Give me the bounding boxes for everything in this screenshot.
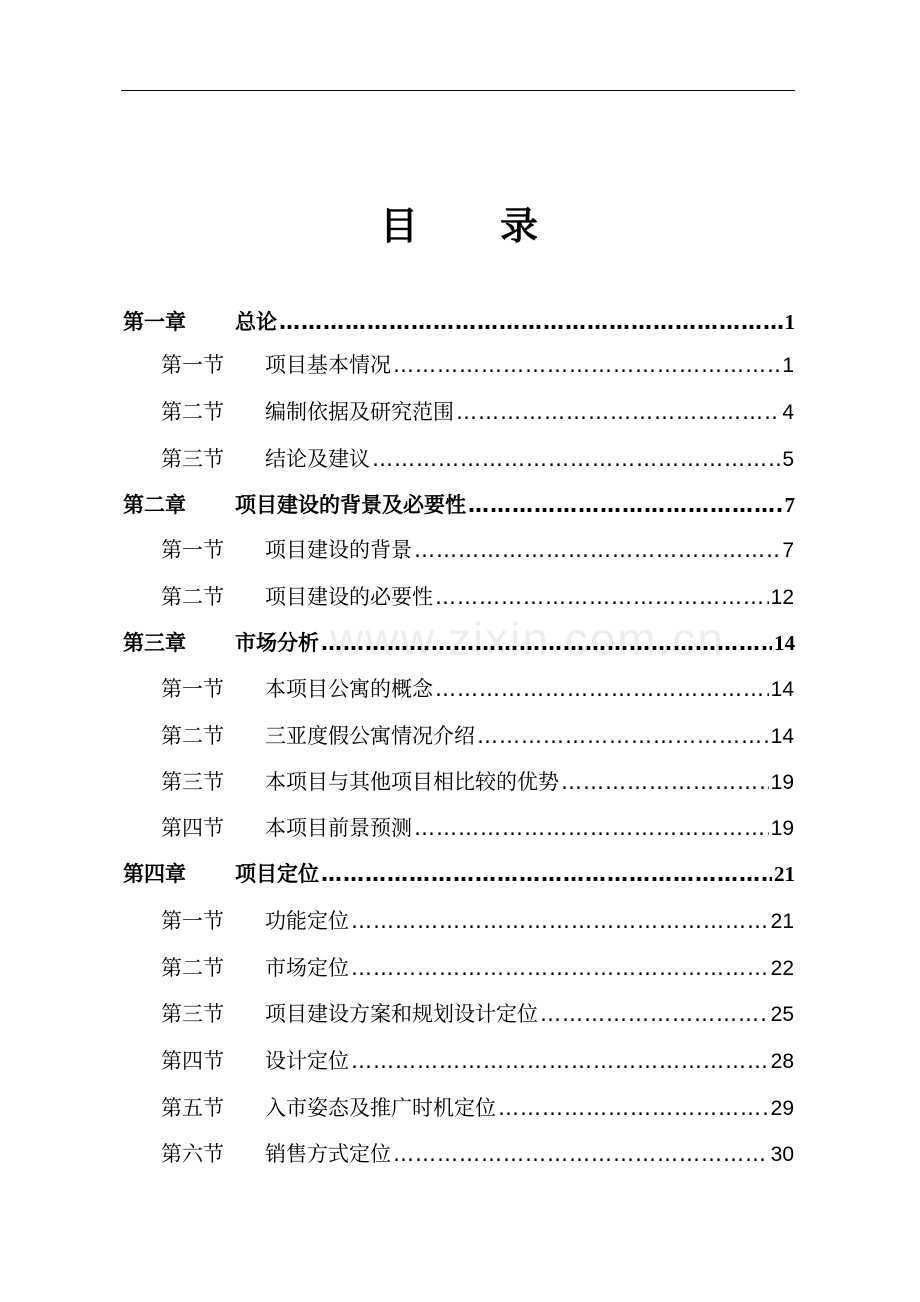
toc-page-number: 30 bbox=[770, 1143, 794, 1166]
toc-label: 第三节 bbox=[161, 770, 224, 794]
header-rule bbox=[121, 90, 795, 91]
toc-heading: 市场定位 bbox=[265, 956, 349, 980]
toc-heading: 项目建设的背景 bbox=[265, 538, 412, 562]
toc-heading: 项目建设的必要性 bbox=[265, 585, 433, 609]
toc-label: 第二章 bbox=[123, 493, 186, 517]
toc-page-number: 4 bbox=[782, 401, 794, 424]
toc-section-row[interactable] bbox=[161, 349, 794, 379]
toc-page-number: 25 bbox=[770, 1003, 794, 1026]
toc-heading: 功能定位 bbox=[265, 909, 349, 933]
toc-section-row[interactable] bbox=[161, 952, 794, 982]
watermark: www.zixin.com.cn bbox=[330, 613, 725, 665]
toc-heading: 项目基本情况 bbox=[265, 353, 391, 377]
toc-chapter-row[interactable] bbox=[123, 306, 795, 336]
dot-leader bbox=[372, 447, 780, 471]
dot-leader bbox=[414, 816, 769, 840]
toc-label: 第四节 bbox=[161, 1049, 224, 1073]
dot-leader bbox=[456, 400, 780, 424]
toc-page-number: 7 bbox=[782, 539, 794, 562]
toc-heading: 本项目公寓的概念 bbox=[265, 677, 433, 701]
toc-page-number: 12 bbox=[770, 586, 794, 609]
toc-section-row[interactable] bbox=[161, 534, 794, 564]
toc-section-row[interactable] bbox=[161, 720, 794, 750]
toc-heading: 编制依据及研究范围 bbox=[265, 400, 454, 424]
toc-section-row[interactable] bbox=[161, 443, 794, 473]
toc-label: 第一节 bbox=[161, 538, 224, 562]
toc-heading: 入市姿态及推广时机定位 bbox=[265, 1096, 496, 1120]
dot-leader bbox=[393, 1142, 769, 1166]
toc-label: 第二节 bbox=[161, 585, 224, 609]
toc-page-number: 7 bbox=[784, 493, 795, 517]
toc-heading: 三亚度假公寓情况介绍 bbox=[265, 724, 475, 748]
toc-page-number: 1 bbox=[784, 310, 795, 334]
dot-leader bbox=[393, 353, 780, 377]
toc-label: 第六节 bbox=[161, 1142, 224, 1166]
toc-section-row[interactable] bbox=[161, 905, 794, 935]
toc-heading: 本项目前景预测 bbox=[265, 816, 412, 840]
toc-label: 第二节 bbox=[161, 400, 224, 424]
dot-leader bbox=[279, 310, 783, 334]
dot-leader bbox=[498, 1096, 769, 1120]
toc-label: 第一节 bbox=[161, 677, 224, 701]
dot-leader bbox=[321, 631, 772, 655]
toc-section-row[interactable] bbox=[161, 1138, 794, 1168]
toc-chapter-row[interactable] bbox=[123, 627, 795, 657]
toc-heading: 总论 bbox=[235, 310, 277, 334]
dot-leader bbox=[468, 493, 783, 517]
dot-leader bbox=[351, 956, 769, 980]
toc-page-number: 14 bbox=[770, 725, 794, 748]
toc-label: 第四节 bbox=[161, 816, 224, 840]
toc-label: 第四章 bbox=[123, 862, 186, 886]
toc-page-number: 14 bbox=[774, 631, 795, 655]
toc-heading: 销售方式定位 bbox=[265, 1142, 391, 1166]
toc-heading: 设计定位 bbox=[265, 1049, 349, 1073]
dot-leader bbox=[351, 909, 769, 933]
toc-label: 第一章 bbox=[123, 310, 186, 334]
dot-leader bbox=[435, 677, 769, 701]
dot-leader bbox=[321, 862, 772, 886]
toc-section-row[interactable] bbox=[161, 581, 794, 611]
toc-section-row[interactable] bbox=[161, 673, 794, 703]
toc-heading: 结论及建议 bbox=[265, 447, 370, 471]
toc-section-row[interactable] bbox=[161, 396, 794, 426]
toc-page-number: 19 bbox=[770, 771, 794, 794]
toc-page-number: 5 bbox=[782, 448, 794, 471]
toc-heading: 项目建设的背景及必要性 bbox=[235, 493, 466, 517]
toc-page-number: 21 bbox=[774, 862, 795, 886]
dot-leader bbox=[435, 585, 769, 609]
toc-chapter-row[interactable] bbox=[123, 858, 795, 888]
page-title: 目 录 bbox=[379, 204, 540, 248]
toc-label: 第三章 bbox=[123, 631, 186, 655]
dot-leader bbox=[561, 770, 769, 794]
toc-section-row[interactable] bbox=[161, 998, 794, 1028]
toc-label: 第一节 bbox=[161, 353, 224, 377]
dot-leader bbox=[351, 1049, 769, 1073]
toc-label: 第三节 bbox=[161, 447, 224, 471]
toc-label: 第二节 bbox=[161, 724, 224, 748]
toc-page-number: 22 bbox=[770, 957, 794, 980]
dot-leader bbox=[540, 1002, 769, 1026]
toc-page-number: 1 bbox=[782, 354, 794, 377]
toc-section-row[interactable] bbox=[161, 766, 794, 796]
toc-chapter-row[interactable] bbox=[123, 489, 795, 519]
toc-heading: 项目建设方案和规划设计定位 bbox=[265, 1002, 538, 1026]
toc-page-number: 21 bbox=[770, 910, 794, 933]
toc-page-number: 19 bbox=[770, 817, 794, 840]
toc-heading: 本项目与其他项目相比较的优势 bbox=[265, 770, 559, 794]
toc-section-row[interactable] bbox=[161, 1045, 794, 1075]
toc-page-number: 14 bbox=[770, 678, 794, 701]
toc-page-number: 29 bbox=[770, 1097, 794, 1120]
toc-heading: 市场分析 bbox=[235, 631, 319, 655]
toc-page-number: 28 bbox=[770, 1050, 794, 1073]
toc-label: 第二节 bbox=[161, 956, 224, 980]
toc-heading: 项目定位 bbox=[235, 862, 319, 886]
dot-leader bbox=[414, 538, 780, 562]
toc-label: 第三节 bbox=[161, 1002, 224, 1026]
toc-section-row[interactable] bbox=[161, 1092, 794, 1122]
toc-section-row[interactable] bbox=[161, 812, 794, 842]
toc-label: 第一节 bbox=[161, 909, 224, 933]
toc-label: 第五节 bbox=[161, 1096, 224, 1120]
dot-leader bbox=[477, 724, 769, 748]
